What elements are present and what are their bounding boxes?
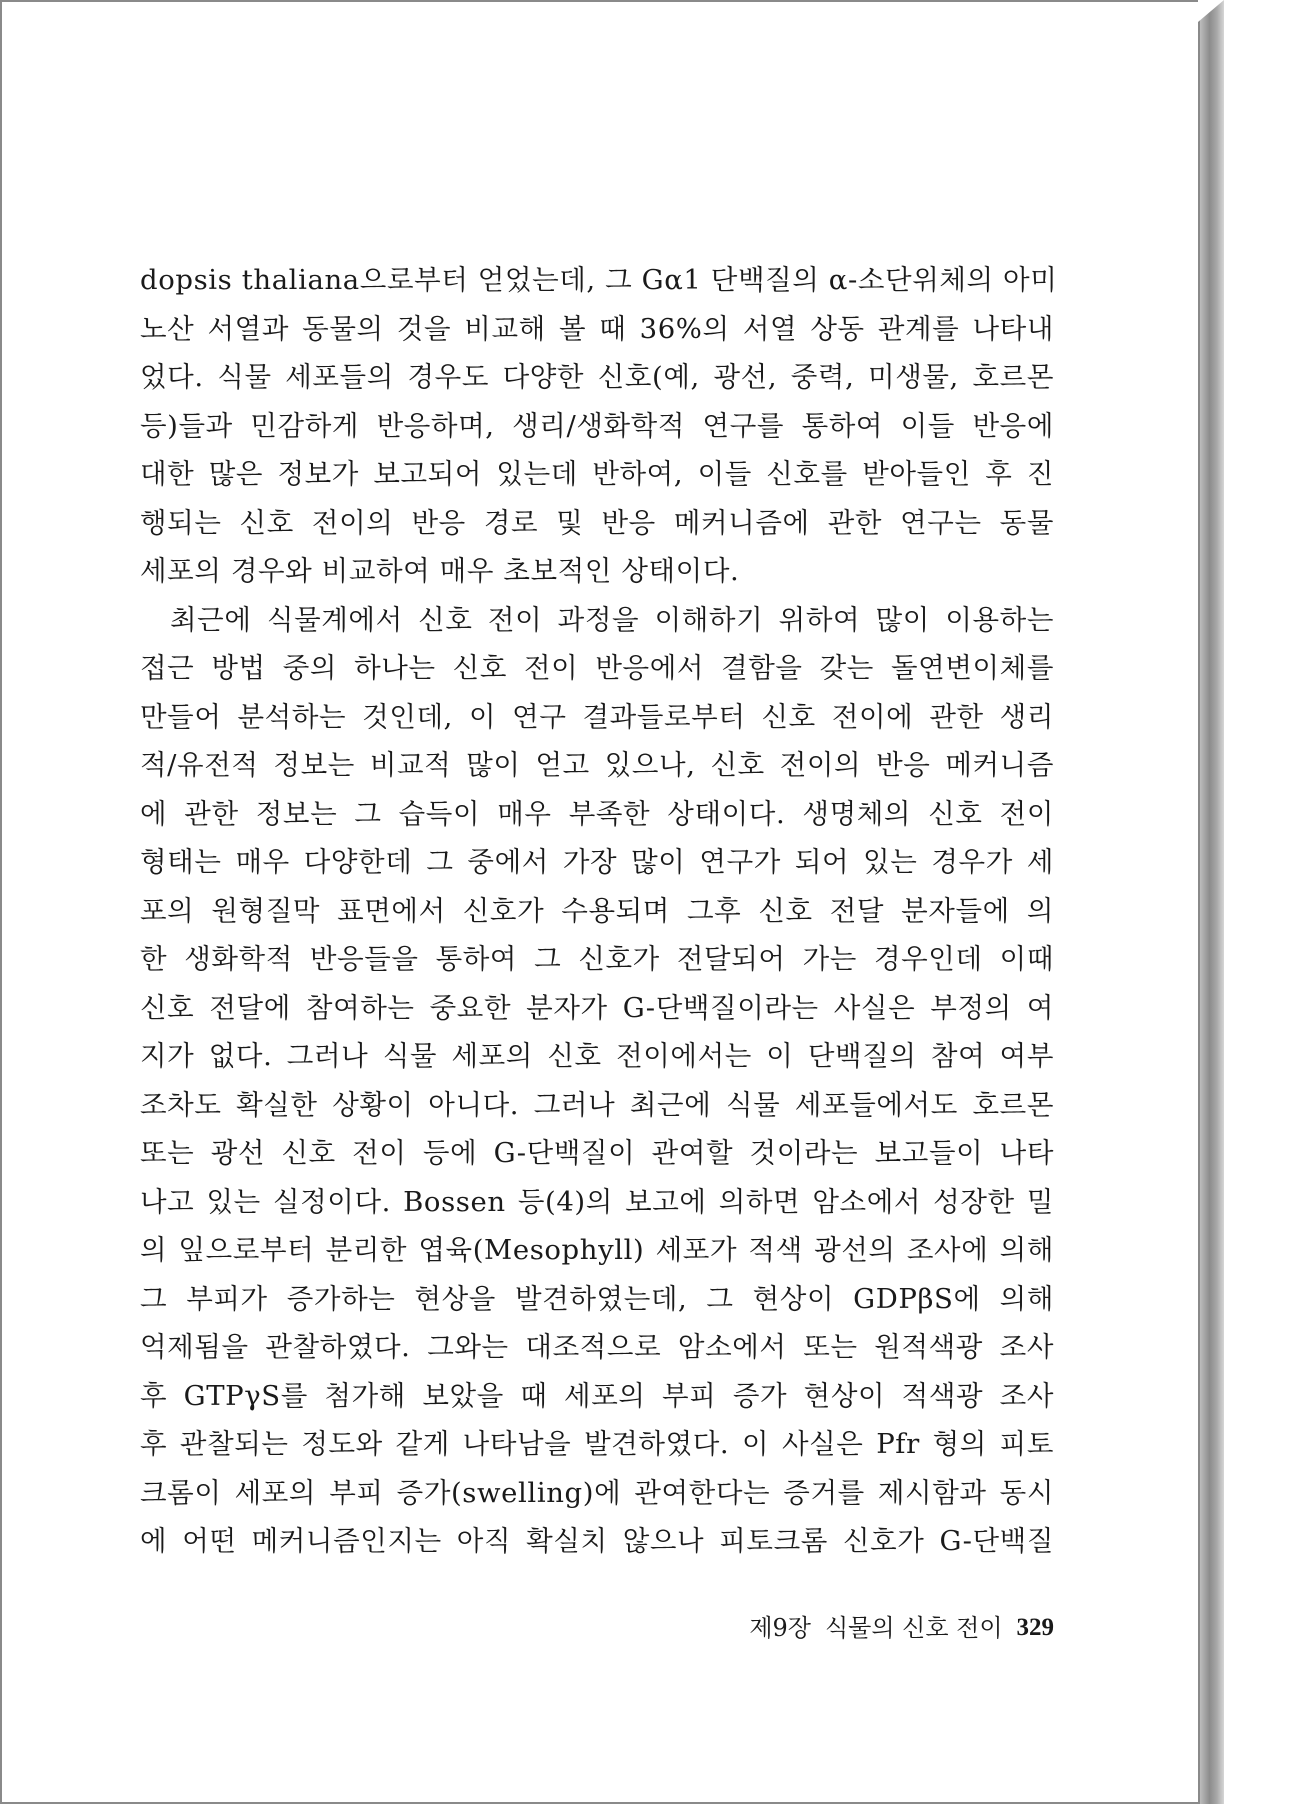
text-line: 한 생화학적 반응들을 통하여 그 신호가 전달되어 가는 경우인데 이때	[140, 943, 1054, 975]
text-line: 그 부피가 증가하는 현상을 발견하였는데, 그 현상이 GDPβS에 의해	[140, 1282, 1054, 1315]
text-line: 포의 원형질막 표면에서 신호가 수용되며 그후 신호 전달 분자들에 의	[140, 894, 1054, 927]
page-corner	[1198, 0, 1224, 22]
text-line: 신호 전달에 참여하는 중요한 분자가 G-단백질이라는 사실은 부정의 여	[140, 991, 1054, 1024]
text-line: 등)들과 민감하게 반응하며, 생리/생화학적 연구를 통하여 이들 반응에	[140, 409, 1054, 442]
text-line: 크롬이 세포의 부피 증가(swelling)에 관여한다는 증거를 제시함과 동시	[140, 1476, 1054, 1509]
text-line: 후 GTPγS를 첨가해 보았을 때 세포의 부피 증가 현상이 적색광 조사	[140, 1379, 1054, 1412]
text-line: dopsis thaliana으로부터 얻었는데, 그 Gα1 단백질의 α-소단위체의 아미	[140, 264, 1058, 296]
text-line: 에 어떤 메커니즘인지는 아직 확실치 않으나 피토크롬 신호가 G-단백질	[140, 1525, 1054, 1557]
running-footer	[696, 1608, 1054, 1648]
text-line: 접근 방법 중의 하나는 신호 전이 반응에서 결함을 갖는 돌연변이체를	[140, 652, 1054, 684]
text-line: 조차도 확실한 상황이 아니다. 그러나 최근에 식물 세포들에서도 호르몬	[140, 1088, 1054, 1121]
text-line: 최근에 식물계에서 신호 전이 과정을 이해하기 위하여 많이 이용하는	[170, 603, 1054, 636]
chapter-title: 식물의 신호 전이	[824, 1614, 1003, 1642]
text-line: 억제됨을 관찰하였다. 그와는 대조적으로 암소에서 또는 원적색광 조사	[140, 1331, 1054, 1363]
text-line: 행되는 신호 전이의 반응 경로 및 반응 메커니즘에 관한 연구는 동물	[140, 506, 1054, 539]
text-line: 지가 없다. 그러나 식물 세포의 신호 전이에서는 이 단백질의 참여 여부	[140, 1040, 1054, 1072]
text-line: 후 관찰되는 정도와 같게 나타남을 발견하였다. 이 사실은 Pfr 형의 피토	[140, 1428, 1054, 1460]
page-number: 329	[1016, 1614, 1054, 1641]
text-line: 적/유전적 정보는 비교적 많이 얻고 있으나, 신호 전이의 반응 메커니즘	[140, 749, 1054, 781]
text-line: 었다. 식물 세포들의 경우도 다양한 신호(예, 광선, 중력, 미생물, 호르몬	[140, 361, 1054, 393]
body-text	[140, 256, 1058, 1566]
page-stack-edge	[1200, 0, 1224, 1804]
text-line: 대한 많은 정보가 보고되어 있는데 반하여, 이들 신호를 받아들인 후 진	[140, 458, 1054, 490]
text-line: 세포의 경우와 비교하여 매우 초보적인 상태이다.	[140, 555, 740, 587]
text-line: 나고 있는 실정이다. Bossen 등(4)의 보고에 의하면 암소에서 성장한 밀	[140, 1185, 1054, 1218]
text-line: 형태는 매우 다양한데 그 중에서 가장 많이 연구가 되어 있는 경우가 세	[140, 846, 1054, 878]
text-line: 의 잎으로부터 분리한 엽육(Mesophyll) 세포가 적색 광선의 조사에 의해	[140, 1234, 1054, 1266]
text-line: 노산 서열과 동물의 것을 비교해 볼 때 36%의 서열 상동 관계를 나타내	[140, 312, 1054, 345]
text-line: 또는 광선 신호 전이 등에 G-단백질이 관여할 것이라는 보고들이 나타	[140, 1137, 1054, 1169]
text-line: 에 관한 정보는 그 습득이 매우 부족한 상태이다. 생명체의 신호 전이	[140, 797, 1054, 830]
chapter-label: 제9장	[749, 1614, 811, 1642]
text-line: 만들어 분석하는 것인데, 이 연구 결과들로부터 신호 전이에 관한 생리	[140, 700, 1054, 733]
